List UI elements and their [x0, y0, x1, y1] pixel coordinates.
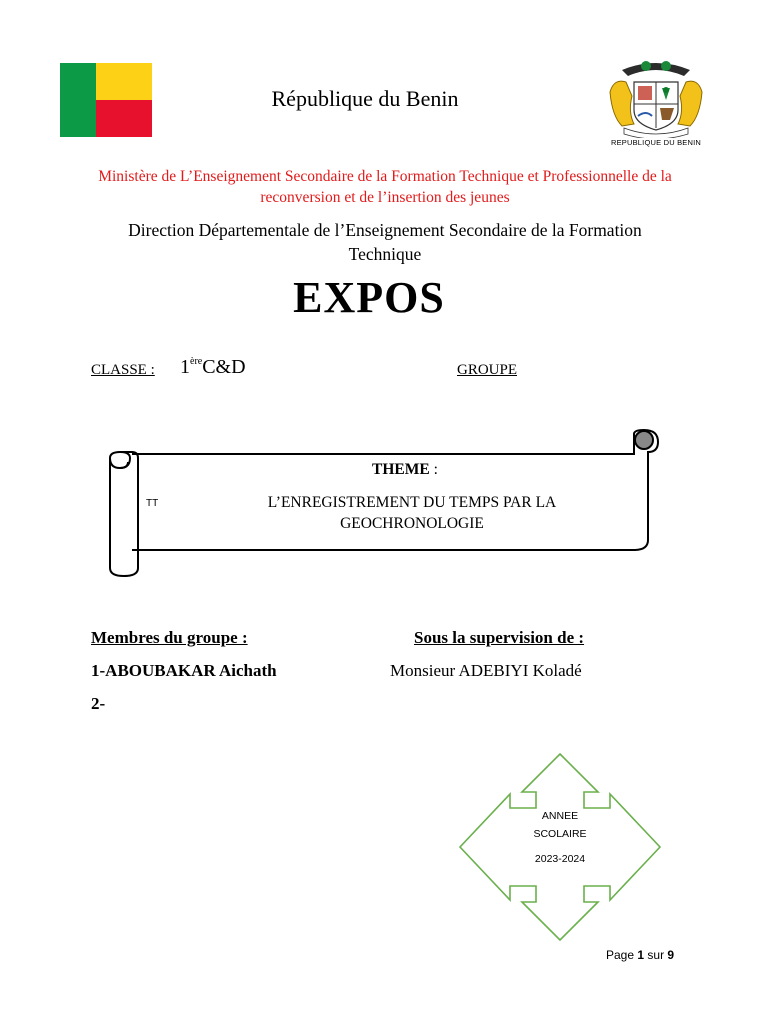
republic-title: République du Benin [271, 86, 459, 111]
classe-value [180, 356, 246, 379]
members-title: Membres du groupe : [91, 628, 248, 647]
annee-year: 2023-2024 [534, 853, 586, 865]
classe-label: CLASSE : [91, 362, 155, 378]
classe-section: C&D [202, 356, 246, 378]
member-item: 2- [91, 694, 106, 713]
direction-name: Direction Départementale de l’Enseignement Secondaire de la Formation Technique [128, 220, 642, 264]
annee-line1: ANNEE [541, 810, 579, 822]
member-item: 1-ABOUBAKAR Aichath [91, 661, 277, 680]
theme-label: THEME [372, 461, 430, 478]
page-word: Page [606, 948, 635, 962]
annee-arrow-shape [458, 752, 662, 942]
page-current: 1 [637, 948, 645, 962]
classe-superscript: ère [190, 356, 203, 367]
document-title: EXPOS [293, 273, 445, 322]
supervisor-name: Monsieur ADEBIYI Koladé [390, 661, 582, 680]
theme-separator: : [429, 461, 438, 478]
page-number [606, 948, 674, 962]
groupe-label: GROUPE [457, 362, 518, 378]
theme-heading [372, 461, 438, 479]
theme-text: L’ENREGISTREMENT DU TEMPS PAR LA GEOCHRONOLOGIE [267, 494, 557, 532]
page-sep: sur [647, 948, 665, 962]
page-total: 9 [667, 948, 675, 962]
classe-number: 1 [180, 356, 190, 378]
annee-line2: SCOLAIRE [533, 828, 587, 840]
emblem-caption: REPUBLIQUE DU BENIN [610, 138, 702, 147]
theme-marker: TT [146, 498, 159, 509]
ministry-name: Ministère de L’Enseignement Secondaire de la Formation Technique et Professionnelle de la reconversion et de l’insertion des jeunes [98, 168, 672, 206]
supervision-title: Sous la supervision de : [414, 628, 585, 647]
annee-label [500, 807, 620, 843]
